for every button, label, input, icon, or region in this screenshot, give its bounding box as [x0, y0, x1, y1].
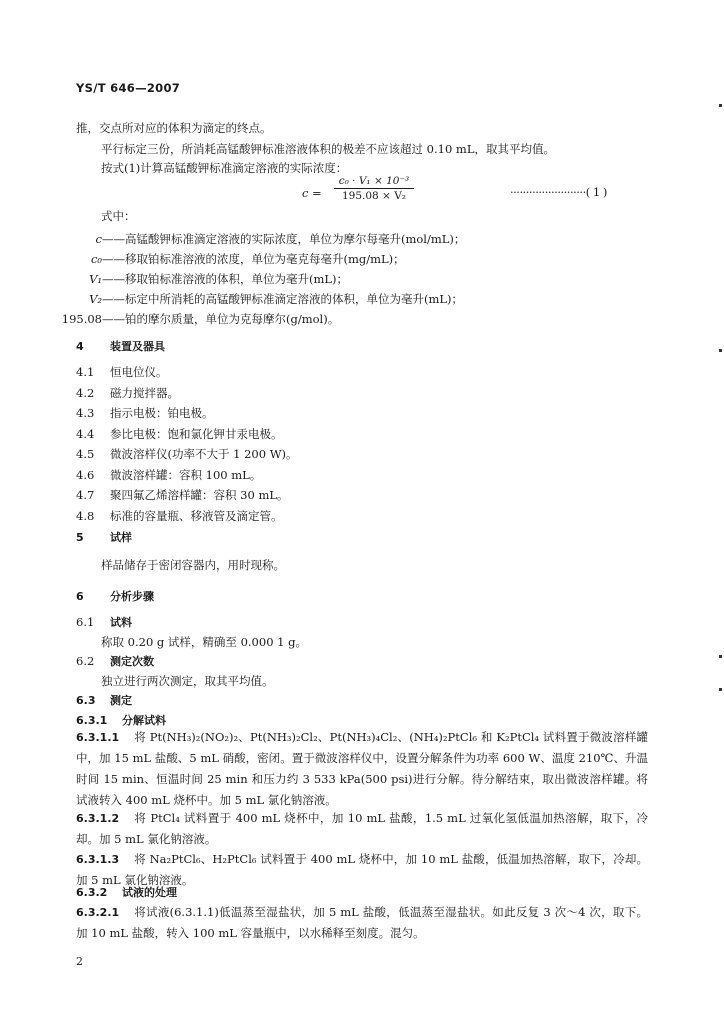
section-6-3-2-1: 6.3.2.1 将试液(6.3.1.1)低温蒸至湿盐状，加 5 mL 盐酸，低温蒸至湿盐状。如此反复 3 次～4 次，取下。加 10 mL 盐酸，转入 100 mL 容量瓶中，以水稀释至刻度。混匀。: [76, 905, 648, 940]
definition-text: ——铂的摩尔质量，单位为克每摩尔(g/mol)。: [102, 312, 340, 326]
section-5-heading: 5 试样: [76, 531, 132, 544]
definition-row: [58, 249, 465, 269]
list-item: [76, 444, 298, 465]
item-text: 参比电极：饱和氯化钾甘汞电极。: [110, 426, 283, 441]
item-number: 4.7: [76, 488, 95, 502]
variable-definitions: [58, 229, 465, 329]
definition-row: [58, 309, 465, 329]
definition-symbol: c₀: [90, 252, 102, 266]
item-number: 4.1: [76, 365, 95, 379]
list-item: [76, 403, 298, 424]
section-6-3-1-3: 6.3.1.3 将 Na₂PtCl₆、H₂PtCl₆ 试料置于 400 mL 烧杯中，加 10 mL 盐酸，低温加热溶解，取下，冷却。加 5 mL 氯化钠溶液。: [76, 852, 648, 887]
section-6-3-1-2: 6.3.1.2 将 PtCl₄ 试料置于 400 mL 烧杯中，加 10 mL 盐酸，1.5 mL 过氧化氢低温加热溶解，取下，冷却。加 5 mL 氯化钠溶液。: [76, 811, 648, 846]
intro-line-3: 按式(1)计算高锰酸钾标准滴定溶液的实际浓度：: [101, 161, 348, 175]
definition-text: ——高锰酸钾标准滴定溶液的实际浓度，单位为摩尔每毫升(mol/mL)；: [102, 232, 466, 246]
item-text: 聚四氟乙烯溶样罐：容积 30 mL。: [110, 488, 289, 502]
scan-mark: [719, 104, 722, 107]
section-6-3-2-heading: 6.3.2 试液的处理: [76, 886, 177, 899]
list-item: [76, 362, 298, 383]
list-item: [76, 424, 298, 445]
list-item: [76, 383, 298, 404]
section-6-3-1-1: 6.3.1.1 将 Pt(NH₃)₂(NO₂)₂、Pt(NH₃)₂Cl₂、Pt(NH₃)₄Cl₂、(NH₄)₂PtCl₆ 和 K₂PtCl₄ 试料置于微波溶样罐中，加 15 mL 盐酸、5 mL 硝酸，密闭。置于微波溶样仪中，设置分解条件为功率 600 W、温度 210℃、升温时间 15 min、恒温时间 25 min 和压力约 3 533 kPa(500 psi)进行分解。待分解结束，取出微波溶样罐。将试液转入 400 mL 烧杯中。加 5 mL 氯化钠溶液。: [76, 730, 648, 807]
item-number: 4.2: [76, 385, 95, 400]
item-number: 4.4: [76, 426, 95, 441]
item-text: 微波溶样仪(功率不大于 1 200 W)。: [110, 447, 298, 461]
formula-leader-dots: ························( 1 ): [510, 185, 607, 199]
item-text: 磁力搅拌器。: [110, 385, 179, 400]
formula-1: [300, 175, 640, 215]
definition-row: [58, 269, 465, 289]
item-text: 标准的容量瓶、移液管及滴定管。: [110, 508, 283, 523]
definition-symbol: 195.08: [61, 312, 102, 326]
formula-lhs: c: [302, 186, 309, 200]
section-6-1-heading: 6.1 试料: [76, 615, 132, 629]
item-text: 指示电极：铂电极。: [110, 406, 214, 420]
section-6-3-1-heading: 6.3.1 分解试料: [76, 714, 166, 727]
scan-mark: [719, 655, 722, 658]
section-6-heading: 6 分析步骤: [76, 590, 154, 603]
item-number: 4.5: [76, 447, 95, 461]
section-4-list: [76, 362, 298, 526]
definition-text: ——移取铂标准溶液的浓度，单位为毫克每毫升(mg/mL)；: [102, 252, 405, 266]
list-item: [76, 465, 298, 486]
intro-line-2: 平行标定三份，所消耗高锰酸钾标准溶液体积的极差不应该超过 0.10 mL，取其平均值。: [101, 142, 555, 156]
section-6-2-text: 独立进行两次测定，取其平均值。: [101, 674, 274, 688]
definition-row: [58, 229, 465, 249]
list-item: [76, 506, 298, 527]
intro-line-1: 推，交点所对应的体积为滴定的终点。: [76, 121, 272, 135]
section-6-1-text: 称取 0.20 g 试样，精确至 0.000 1 g。: [101, 635, 307, 649]
section-4-heading: 4 装置及器具: [76, 340, 165, 353]
section-6-2-heading: 6.2 测定次数: [76, 654, 154, 668]
list-item: [76, 485, 298, 506]
definition-symbol: V₁: [89, 272, 102, 286]
item-text: 恒电位仪。: [110, 365, 168, 379]
where-label: 式中：: [101, 209, 136, 223]
document-code: YS/T 646—2007: [76, 81, 181, 95]
page-number: 2: [76, 955, 83, 968]
item-number: 4.3: [76, 406, 95, 420]
item-text: 微波溶样罐：容积 100 mL。: [110, 467, 262, 482]
definition-symbol: V₂: [89, 292, 102, 306]
definition-text: ——标定中所消耗的高锰酸钾标准滴定溶液的体积，单位为毫升(mL)；: [102, 292, 464, 306]
section-6-3-heading: 6.3 测定: [76, 694, 132, 707]
formula-equals: =: [312, 186, 322, 200]
formula-numerator: c₀ · V₁ × 10⁻³: [338, 175, 410, 187]
item-number: 4.6: [76, 467, 95, 482]
definition-symbol: c: [95, 232, 102, 246]
scan-mark: [719, 688, 722, 691]
formula-denominator: 195.08 × V₂: [341, 190, 406, 202]
scan-mark: [719, 349, 722, 352]
definition-row: [58, 289, 465, 309]
formula-fraction: [334, 175, 414, 202]
section-5-text: 样品储存于密闭容器内，用时现称。: [101, 558, 285, 572]
item-number: 4.8: [76, 508, 95, 523]
formula-number: ( 1 ): [585, 185, 607, 199]
definition-text: ——移取铂标准溶液的体积，单位为毫升(mL)；: [102, 272, 349, 286]
